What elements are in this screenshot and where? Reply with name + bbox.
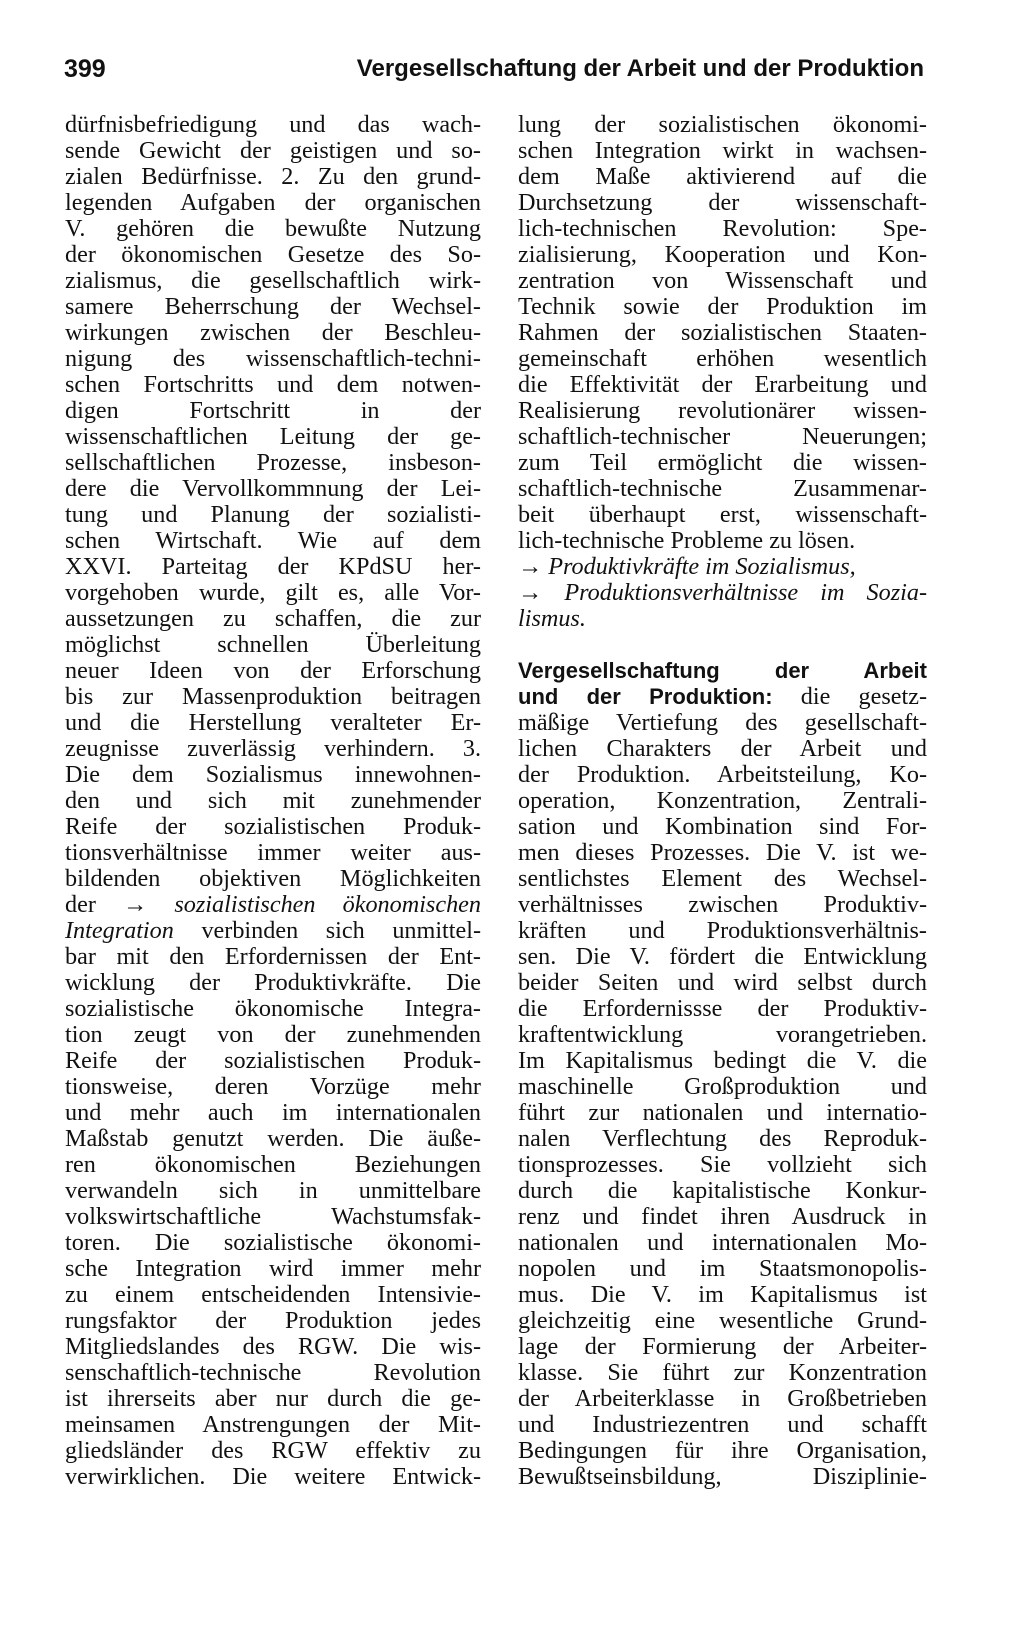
entry-definition [518,710,927,1490]
text-line: sellschaftlichen Prozesse, insbeson- [65,449,481,476]
text-line: Im Kapitalismus bedingt die V. die [518,1047,927,1074]
text-line: schen Fortschritts und dem notwen- [65,371,481,398]
text-line: sentlichstes Element des Wechsel- [518,865,927,892]
text-line: Durchsetzung der wissenschaft- [518,189,927,216]
text-line: der Produktion. Arbeitsteilung, Ko- [518,761,927,788]
text-line: V. gehören die bewußte Nutzung [65,215,481,242]
text-line: möglichst schnellen Überleitung [65,631,481,658]
right-column [518,112,927,1490]
running-head: Vergesellschaftung der Arbeit und der Produktion [356,55,924,82]
text-line: zialisierung, Kooperation und Kon- [518,241,927,268]
entry-headword-line-1 [518,658,927,684]
text-line: wirkungen zwischen der Beschleu- [65,319,481,346]
text-line: beit überhaupt erst, wissenschaft- [518,501,927,528]
text-line: dürfnisbefriedigung und das wach- [65,111,481,138]
left-column [65,112,481,1490]
text-line: toren. Die sozialistische ökonomi- [65,1229,481,1256]
cross-reference-link[interactable]: lismus. [518,605,586,632]
text-line: schaftlich-technischer Neuerungen; [518,423,927,450]
text-line: gliedsländer des RGW effektiv zu [65,1437,481,1464]
cross-reference-2-continued [518,606,927,632]
text-line: sen. Die V. fördert die Entwicklung [518,943,927,970]
text-line: rungsfaktor der Produktion jedes [65,1307,481,1334]
entry-headword-line-2 [518,684,927,710]
text-line: men dieses Prozesses. Die V. ist we- [518,839,927,866]
arrow-icon: → [518,553,543,580]
text-line: tionsweise, deren Vorzüge mehr [65,1073,481,1100]
text-line: und mehr auch im internationalen [65,1099,481,1126]
text-line: zialismus, die gesellschaftlich wirk- [65,267,481,294]
text-line-crossref [65,918,481,944]
text-line: zeugnisse zuverlässig verhindern. 3. [65,735,481,762]
text-line: Maßstab genutzt werden. Die äuße- [65,1125,481,1152]
text-line: renz und findet ihren Ausdruck in [518,1203,927,1230]
text-line: sche Integration wird immer mehr [65,1255,481,1282]
text-line: senschaftlich-technische Revolution [65,1359,481,1386]
page-header [64,55,924,95]
text-line: bis zur Massenproduktion beitragen [65,683,481,710]
text-line: verwirklichen. Die weitere Entwick- [65,1463,481,1490]
text-line: XXVI. Parteitag der KPdSU her- [65,553,481,580]
text-line-crossref [65,892,481,918]
text-line: Bedingungen für ihre Organisation, [518,1437,927,1464]
text-line: bildenden objektiven Möglichkeiten [65,865,481,892]
text-line: führt zur nationalen und internatio- [518,1099,927,1126]
text-line: klasse. Sie führt zur Konzentration [518,1359,927,1386]
text-line: die Erfordernissse der Produktiv- [518,995,927,1022]
text-fragment: verbinden sich unmittel- [201,917,481,944]
text-line: schen Wirtschaft. Wie auf dem [65,527,481,554]
text-line: volkswirtschaftliche Wachstumsfak- [65,1203,481,1230]
right-column-continuation [518,112,927,554]
text-line: lich-technische Probleme zu lösen. [518,527,856,554]
text-line: tionsverhältnisse immer weiter aus- [65,839,481,866]
text-line: kraftentwicklung vorangetrieben. [518,1021,927,1048]
text-line: meinsamen Anstrengungen der Mit- [65,1411,481,1438]
arrow-icon: → [123,891,148,918]
text-line: operation, Konzentration, Zentrali- [518,787,927,814]
text-line: zialen Bedürfnisse. 2. Zu den grund- [65,163,481,190]
text-line: zu einem entscheidenden Intensivie- [65,1281,481,1308]
text-line: bar mit den Erfordernissen der Ent- [65,943,481,970]
text-line: zentration von Wissenschaft und [518,267,927,294]
text-line: zum Teil ermöglicht die wissen- [518,449,927,476]
text-line: nalen Verflechtung des Reproduk- [518,1125,927,1152]
text-line: aussetzungen zu schaffen, die zur [65,605,481,632]
text-line: tion zeugt von der zunehmenden [65,1021,481,1048]
text-line: kräften und Produktionsverhältnis- [518,917,927,944]
text-line: und Industriezentren und schafft [518,1411,927,1438]
text-line: Reife der sozialistischen Produk- [65,1047,481,1074]
text-line: beider Seiten und wird selbst durch [518,969,927,996]
text-line: sende Gewicht der geistigen und so- [65,137,481,164]
text-line: der Arbeiterklasse in Großbetrieben [518,1385,927,1412]
text-line: mus. Die V. im Kapitalismus ist [518,1281,927,1308]
text-line: lich-technischen Revolution: Spe- [518,215,927,242]
text-line: digen Fortschritt in der [65,397,481,424]
text-line: nigung des wissenschaftlich-techni- [65,345,481,372]
text-line: samere Beherrschung der Wechsel- [65,293,481,320]
arrow-icon: → [518,579,543,606]
text-line: legenden Aufgaben der organischen [65,189,481,216]
text-line: schen Integration wirkt in wachsen- [518,137,927,164]
text-line: Mitgliedslandes des RGW. Die wis- [65,1333,481,1360]
text-line: schaftlich-technische Zusammenar- [518,475,927,502]
text-line: lung der sozialistischen ökonomi- [518,111,927,138]
text-line: mäßige Vertiefung des gesellschaft- [518,709,927,736]
text-line: verhältnisses zwischen Produktiv- [518,891,927,918]
text-line: nopolen und im Staatsmonopolis- [518,1255,927,1282]
text-line: tionsprozesses. Sie vollzieht sich [518,1151,927,1178]
text-line: sozialistische ökonomische Integra- [65,995,481,1022]
text-line: Technik sowie der Produktion im [518,293,927,320]
text-line: maschinelle Großproduktion und [518,1073,927,1100]
text-line: ren ökonomischen Beziehungen [65,1151,481,1178]
text-line: wissenschaftlichen Leitung der ge- [65,423,481,450]
cross-reference-link[interactable]: Produktivkräfte im Sozialismus, [548,553,856,580]
text-line: und die Herstellung veralteter Er- [65,709,481,736]
cross-reference-link[interactable]: sozialistischen ökonomischen [174,891,482,918]
text-line: die Effektivität der Erarbeitung und [518,371,927,398]
text-line: Die dem Sozialismus innewohnen- [65,761,481,788]
text-line: Rahmen der sozialistischen Staaten- [518,319,927,346]
text-line: Bewußtseinsbildung, Disziplinie- [518,1463,927,1490]
text-line: dere die Vervollkommnung der Lei- [65,475,481,502]
text-line: tung und Planung der sozialisti- [65,501,481,528]
text-line: sation und Kombination sind For- [518,813,927,840]
text-line: wicklung der Produktivkräfte. Die [65,969,481,996]
text-line: dem Maße aktivierend auf die [518,163,927,190]
cross-reference-link[interactable]: Produktionsverhältnisse im Sozia- [564,579,928,606]
text-line: verwandeln sich in unmittelbare [65,1177,481,1204]
text-line: der ökonomischen Gesetze des So- [65,241,481,268]
text-line: Reife der sozialistischen Produk- [65,813,481,840]
text-line: neuer Ideen von der Erforschung [65,657,481,684]
text-line: lage der Formierung der Arbeiter- [518,1333,927,1360]
cross-reference-link[interactable]: Integration [65,917,174,944]
text-line: Realisierung revolutionärer wissen- [518,397,927,424]
text-line: den und sich mit zunehmender [65,787,481,814]
text-line: gemeinschaft erhöhen wesentlich [518,345,927,372]
text-line: durch die kapitalistische Konkur- [518,1177,927,1204]
entry-headword: und der Produktion: [518,684,773,709]
cross-reference-1[interactable] [518,554,927,580]
entry-definition-start: die gesetz- [800,683,927,710]
text-fragment: der [65,891,96,918]
entry-separator [518,632,927,658]
entry-headword: Vergesellschaftung der Arbeit [518,658,927,683]
text-line: ist ihrerseits aber nur durch die ge- [65,1385,481,1412]
cross-reference-2[interactable] [518,580,927,606]
text-line: gleichzeitig eine wesentliche Grund- [518,1307,927,1334]
text-line: nationalen und internationalen Mo- [518,1229,927,1256]
text-line: vorgehoben wurde, gilt es, alle Vor- [65,579,481,606]
text-line: lichen Charakters der Arbeit und [518,735,927,762]
page-number: 399 [64,55,106,83]
